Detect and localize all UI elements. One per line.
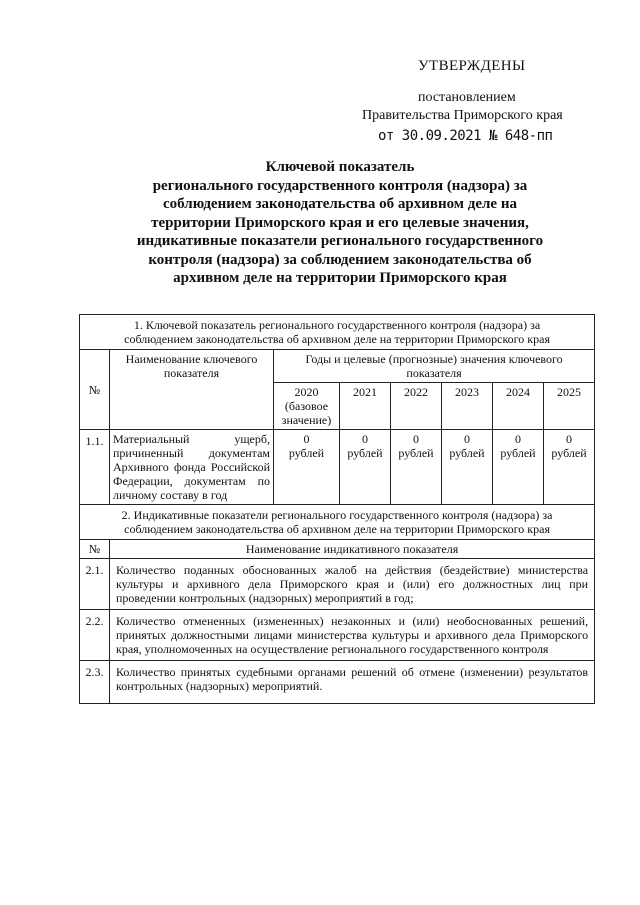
section-2-heading-line: 2. Индикативные показатели регионального государственного контроля (надзора) за — [121, 508, 553, 522]
section-1-heading-row — [80, 315, 595, 350]
value-cell — [340, 430, 391, 505]
value: 0 — [362, 432, 368, 446]
indicative-indicator-text: Количество поданных обоснованных жалоб на действия (бездействие) министерства культуры и архивного дела Приморского края и (или) его должностных лиц при проведении контрольных (надзорных) мероприятий в год; — [110, 559, 595, 610]
row-number: 2.1. — [80, 559, 110, 610]
row-number: 1.1. — [80, 430, 110, 505]
unit: рублей — [449, 446, 485, 460]
year-2021: 2021 — [340, 383, 391, 430]
value-cell — [391, 430, 442, 505]
unit: рублей — [398, 446, 434, 460]
decree-line-2: Правительства Приморского края — [362, 108, 563, 123]
col-header-indicative-name: Наименование индикативного показателя — [110, 540, 595, 559]
year-2023: 2023 — [442, 383, 493, 430]
year-2024: 2024 — [493, 383, 544, 430]
col-header-key-name: Наименование ключевого показателя — [110, 350, 274, 430]
section-1-header-row — [80, 350, 595, 383]
year-2020: 2020 (базовое значение) — [274, 383, 340, 430]
row-number: 2.3. — [80, 661, 110, 704]
table-row — [80, 661, 595, 704]
table-row — [80, 559, 595, 610]
section-2-heading — [80, 505, 595, 540]
title-line: соблюдением законодательства об архивном деле на — [163, 196, 517, 212]
key-indicator-name: Материальный ущерб, причиненный документам Архивного фонда Российской Федерации, документам по личному составу в год — [110, 430, 274, 505]
unit: рублей — [551, 446, 587, 460]
section-1-heading — [80, 315, 595, 350]
value-cell — [544, 430, 595, 505]
decree-number: от 30.09.2021 № 648-пп — [378, 128, 553, 144]
value: 0 — [464, 432, 470, 446]
value: 0 — [515, 432, 521, 446]
table-row — [80, 610, 595, 661]
table-row — [80, 430, 595, 505]
unit: рублей — [288, 446, 325, 460]
section-2-heading-row — [80, 505, 595, 540]
section-2-header-row — [80, 540, 595, 559]
section-2-heading-line: соблюдением законодательства об архивном деле на территории Приморского края — [124, 522, 550, 536]
unit: рублей — [347, 446, 383, 460]
indicators-table — [79, 314, 595, 704]
title-line: территории Приморского края и его целевые значения, — [151, 214, 529, 231]
value: 0 — [566, 432, 573, 446]
approved-label: УТВЕРЖДЕНЫ — [418, 58, 526, 74]
section-1-heading-line: соблюдением законодательства об архивном деле на территории Приморского края — [124, 332, 550, 346]
title-line: Ключевой показатель — [265, 159, 415, 175]
value: 0 — [413, 432, 419, 446]
unit: рублей — [500, 446, 536, 460]
section-1-heading-line: 1. Ключевой показатель регионального государственного контроля (надзора) за — [133, 318, 541, 332]
title-line: регионального государственного контроля (надзора) за — [152, 177, 528, 194]
title-line: архивном деле на территории Приморского края — [173, 270, 507, 286]
year-2022: 2022 — [391, 383, 442, 430]
decree-line-1: постановлением — [418, 90, 516, 105]
value: 0 — [303, 432, 310, 446]
col-header-number: № — [80, 540, 110, 559]
title-line: контроля (надзора) за соблюдением законодательства об — [148, 251, 532, 268]
document-title — [100, 158, 580, 288]
value-cell — [493, 430, 544, 505]
row-number: 2.2. — [80, 610, 110, 661]
value-cell — [442, 430, 493, 505]
col-header-years: Годы и целевые (прогнозные) значения ключевого показателя — [274, 350, 595, 383]
value-cell — [274, 430, 340, 505]
indicative-indicator-text: Количество принятых судебными органами решений об отмене (изменении) результатов контрольных (надзорных) мероприятий. — [110, 661, 595, 704]
year-2025: 2025 — [544, 383, 595, 430]
title-line: индикативные показатели регионального государственного — [136, 233, 544, 249]
col-header-number: № — [80, 350, 110, 430]
indicative-indicator-text: Количество отмененных (измененных) незаконных и (или) необоснованных решений, принятых должностными лицами министерства культуры и архивного дела Приморского края, уполномоченных на осуществление регионального государственного контроля — [110, 610, 595, 661]
